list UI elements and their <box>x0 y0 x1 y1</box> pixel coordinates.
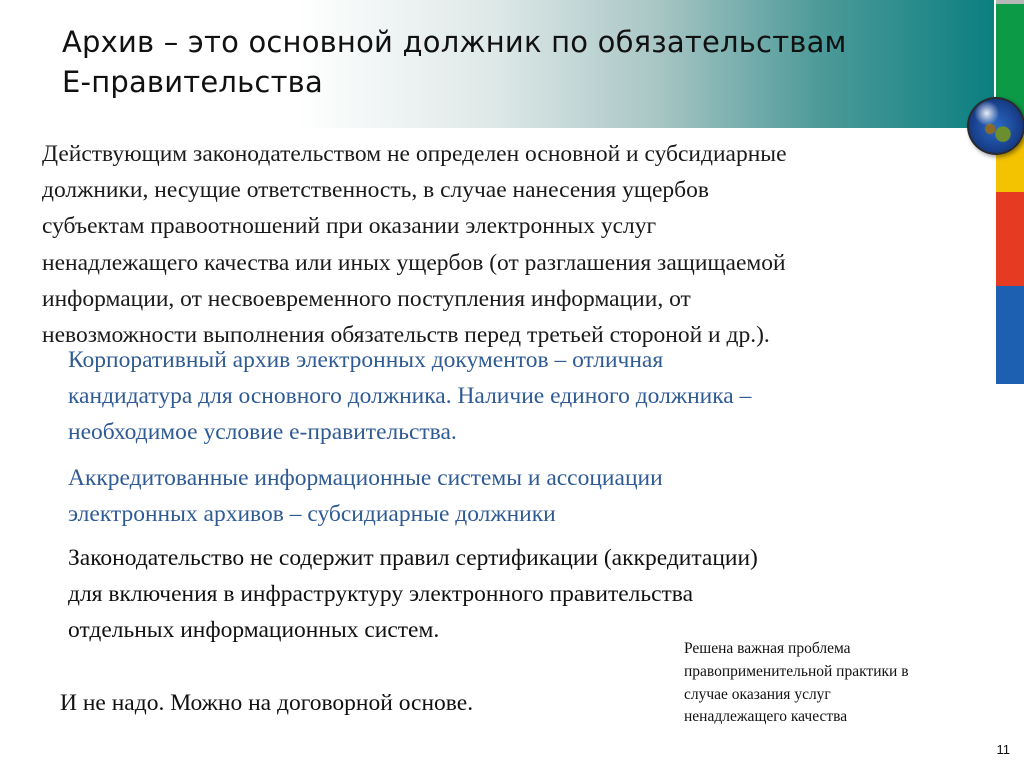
accredited-systems-line: Аккредитованные информационные системы и ассоциации <box>68 465 663 491</box>
legislation-line: Законодательство не содержит правил сертификации (аккредитации) <box>68 545 758 571</box>
legislation-paragraph <box>68 540 968 649</box>
legislation-line: отдельных информационных систем. <box>68 617 440 644</box>
color-stripe-red <box>996 192 1024 286</box>
color-stripe-blue <box>996 286 1024 384</box>
slide-title-line: Е-правительства <box>62 65 323 99</box>
slide-title-line: Архив – это основной должник по обязательствам <box>62 25 847 59</box>
corporate-archive-line: кандидатура для основного должника. Наличие единого должника – <box>68 383 752 410</box>
main-paragraph-line: ненадлежащего качества или иных ущербов (от разглашения защищаемой <box>42 249 786 276</box>
main-paragraph-line: субъектам правоотношений при оказании электронных услуг <box>42 213 657 240</box>
corporate-archive-line: Корпоративный архив электронных документов – отличная <box>68 347 664 373</box>
accredited-systems-paragraph <box>68 460 968 532</box>
side-note-line: случае оказания услуг <box>684 685 831 703</box>
corporate-archive-line: необходимое условие е-правительства. <box>68 419 457 446</box>
main-paragraph-line: невозможности выполнения обязательств перед третьей стороной и др.). <box>42 322 770 349</box>
side-note-line: ненадлежащего качества <box>684 708 848 726</box>
side-note-line: Решена важная проблема <box>684 640 851 657</box>
main-paragraph <box>42 136 982 353</box>
footer-statement: И не надо. Можно на договорной основе. <box>60 690 474 716</box>
accredited-systems-line: электронных архивов – субсидиарные должники <box>68 501 556 528</box>
side-note-line: правоприменительной практики в <box>684 662 909 680</box>
main-paragraph-line: Действующим законодательством не определен основной и субсидиарные <box>42 141 787 167</box>
slide-title <box>62 22 962 102</box>
main-paragraph-line: должники, несущие ответственность, в случае нанесения ущербов <box>42 177 709 204</box>
legislation-line: для включения в инфраструктуру электронного правительства <box>68 581 693 608</box>
side-note <box>684 638 984 729</box>
main-paragraph-line: информации, от несвоевременного поступления информации, от <box>42 285 691 312</box>
corporate-archive-paragraph <box>68 342 968 451</box>
page-number: 11 <box>996 742 1010 757</box>
